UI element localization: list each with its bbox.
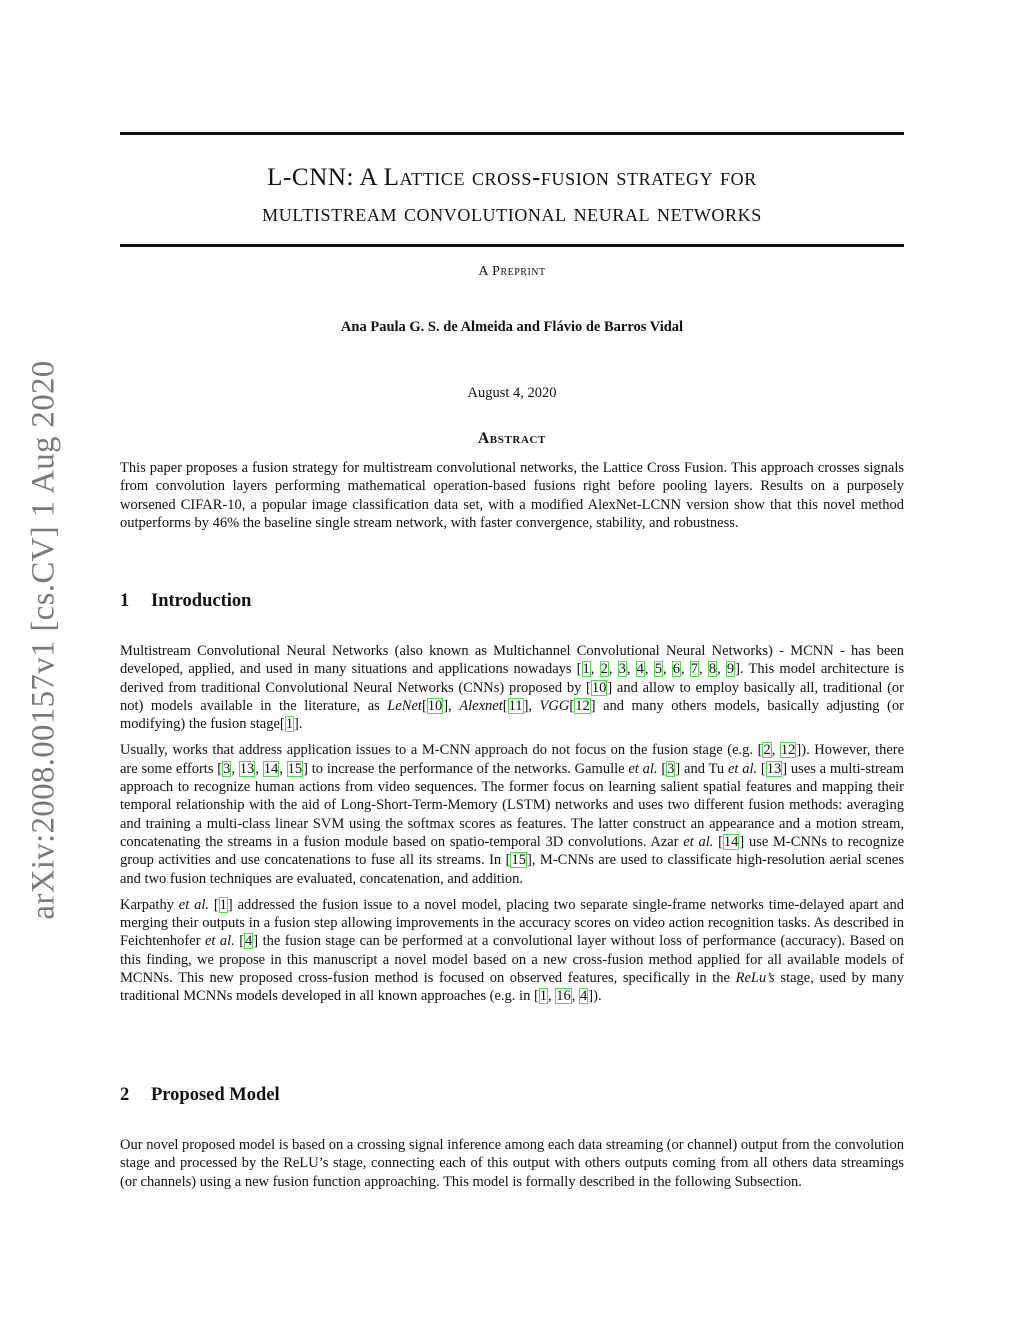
title-rule-top <box>120 132 904 135</box>
section-title: Proposed Model <box>151 1085 280 1105</box>
citation-link[interactable]: 7 <box>690 661 699 678</box>
citation-link[interactable]: 4 <box>245 933 253 950</box>
text-run: stage, used by many traditional MCNNs models developed in all known approaches (e.g. in [ <box>120 970 904 1005</box>
citation-link[interactable]: 1 <box>539 988 548 1005</box>
text-run: Multistream Convolutional Neural Networks (also known as Multichannel Convolutional Neural Networks) - MCNN - has been developed, applied, and used in many situations and applications nowadays [ <box>120 643 904 678</box>
text-run: and Tu <box>680 760 728 777</box>
citation-link[interactable]: 13 <box>239 760 255 777</box>
title-line-1: L-CNN: A Lattice cross-fusion strategy for <box>267 164 757 191</box>
authors: Ana Paula G. S. de Almeida and Flávio de Barros Vidal <box>340 319 684 335</box>
citation-link[interactable]: 2 <box>600 661 608 678</box>
citation-link[interactable]: 4 <box>636 661 644 678</box>
text-run: Karpathy <box>120 896 179 913</box>
citation-link[interactable]: 15 <box>287 760 303 777</box>
et-al: et al. <box>683 833 714 850</box>
abstract-body <box>120 459 904 540</box>
arxiv-sidebar-stamp: arXiv:2008.00157v1 [cs.CV] 1 Aug 2020 <box>25 360 62 920</box>
relus-term: ReLu’s <box>735 970 775 987</box>
section-heading-introduction <box>120 591 904 612</box>
section-number: 1 <box>120 591 130 611</box>
text-run: the fusion stage can be performed at a convolutional layer without loss of performance (accuracy). Based on this finding, we propose in this manuscript a novel model based on a new cross-fusion method applied for all available models of MCNNs. This new proposed cross-fusion method is focused on observed features, specifically in the <box>120 933 904 987</box>
title-line-2: multistream convolutional neural networks <box>262 200 762 227</box>
proposed-model-body <box>120 1136 904 1199</box>
citation-link[interactable]: 12 <box>780 742 796 759</box>
section-title: Introduction <box>151 591 252 611</box>
et-al: et al. <box>727 760 758 777</box>
abstract-paragraph: This paper proposes a fusion strategy for multistream convolutional networks, the Lattice Cross Fusion. This approach crosses signals from convolution layers performing mathematical operation-based fusions right before pooling layers. Results on a purposely worsened CIFAR-10, a popular image classification data set, with a modified AlexNet-LCNN version show that this novel method outperforms by 46% the baseline single stream network, with faster convergence, stability, and robustness. <box>120 460 904 531</box>
citation-link[interactable]: 9 <box>726 661 735 678</box>
section-number: 2 <box>120 1085 130 1105</box>
model-name-lenet: LeNet <box>387 697 422 714</box>
intro-paragraph-3: Karpathy et al. [1] addressed the fusion issue to a novel model, placing two separate single-frame networks time-delayed apart and merging their outputs in a fusion step allowing improvements in the accuracy scores on video action recognition tasks. As described in Feichtenhofer et al. [4] the fusion stage can be performed at a convolutional layer without loss of performance (accuracy). Based on this finding, we propose in this manuscript a novel model based on a new cross-fusion method applied for all available models of MCNNs. This new proposed cross-fusion method is focused on observed features, specifically in the ReLu’s stage, used by many traditional MCNNs models developed in all known approaches (e.g. in [1, 16, 4]). <box>120 896 904 1005</box>
citation-link[interactable]: 10 <box>591 679 607 696</box>
citation-link[interactable]: 3 <box>618 661 626 678</box>
text-run: ]. <box>293 716 303 733</box>
et-al: et al. <box>204 933 235 950</box>
citation-link[interactable]: 13 <box>766 760 782 777</box>
citation-link[interactable]: 1 <box>219 896 227 913</box>
et-al: et al. <box>178 896 209 913</box>
citation-link[interactable]: 10 <box>427 697 443 714</box>
citation-link[interactable]: 1 <box>582 661 590 678</box>
text-run: ] and allow to employ basically all, traditional (or not) models available in the literature, as <box>120 679 905 714</box>
model-name-alexnet: Alexnet <box>459 697 503 714</box>
text-run: ]). <box>588 988 602 1005</box>
citation-link[interactable]: 12 <box>575 697 590 714</box>
publication-date: August 4, 2020 <box>467 385 557 401</box>
citation-link[interactable]: 14 <box>263 760 279 777</box>
citation-link[interactable]: 6 <box>672 661 680 678</box>
citation-link[interactable]: 8 <box>708 661 717 678</box>
text-run: Usually, works that address application issues to a M-CNN approach do not focus on the fusion stage (e.g. [ <box>120 742 763 759</box>
paper-title <box>120 160 904 232</box>
et-al: et al. <box>628 760 658 777</box>
introduction-body <box>120 642 904 1014</box>
text-run: ]. This model architecture is derived from traditional Convolutional Neural Networks (CNNs) proposed by [ <box>120 661 905 696</box>
citation-link[interactable]: 4 <box>580 988 588 1005</box>
text-run: ] to increase the performance of the networks. Gamulle <box>303 760 629 777</box>
text-run: and many others models, basically adjusting (or modifying) the fusion stage[ <box>120 697 904 733</box>
title-rule-bottom <box>120 244 904 247</box>
intro-paragraph-2: Usually, works that address application issues to a M-CNN approach do not focus on the fusion stage (e.g. [2, 12]). However, there are some efforts [3, 13, 14, 15] to increase the performance of the networks. Gamulle et al. [3] and Tu et al. [13] uses a multi-stream approach to recognize human actions from video sequences. The former focus on learning salient spatial features and mapping their temporal relationship with the aid of Long-Short-Term-Memory (LSTM) networks and uses two different fusion methods: averaging and training a multi-class linear SVM using the softmax scores as features. The latter construct an appearance and a motion stream, concatenating the streams in a fusion module based on spatio-temporal 3D convolutions. Azar et al. [14] use M-CNNs to recognize group activities and use concatenations to fuse all its streams. In [15], M-CNNs are used to classificate high-resolution aerial scenes and two fusion techniques are evaluated, concatenation, and addition. <box>120 742 905 887</box>
citation-link[interactable]: 15 <box>511 852 526 869</box>
citation-link[interactable]: 11 <box>508 697 523 714</box>
text-run: uses a multi-stream approach to recognize human actions from video sequences. The former focus on learning salient spatial features and mapping their temporal relationship with the aid of Long-Short-Term-Memory (LSTM) networks and uses two different fusion methods: averaging and training a multi-class linear SVM using the softmax scores as features. The latter construct an appearance and a motion stream, concatenating the streams in a fusion module based on spatio-temporal 3D convolutions. Azar <box>120 760 904 850</box>
text-run: use M-CNNs to recognize group activities and use concatenations to fuse all its streams. In [ <box>120 833 904 869</box>
text-run: addressed the fusion issue to a novel model, placing two separate single-frame networks time-delayed apart and merging their outputs in a fusion step allowing improvements in the accuracy scores on video action recognition tasks. As described in Feichtenhofer <box>120 896 904 950</box>
citation-link[interactable]: 1 <box>285 716 293 733</box>
text-run: ]). However, there are some efforts [ <box>120 742 905 777</box>
citation-link[interactable]: 3 <box>667 760 675 777</box>
proposed-model-paragraph-1: Our novel proposed model is based on a crossing signal inference among each data streaming (or channel) output from the convolution stage and processed by the ReLU’s stage, connecting each of this output with others outputs coming from all others data streamings (or channels) using a new fusion function approaching. This model is formally described in the following Subsection. <box>120 1137 904 1190</box>
section-heading-proposed-model <box>120 1085 904 1106</box>
abstract-heading: Abstract <box>478 430 546 447</box>
model-name-vgg: VGG <box>539 697 570 714</box>
citation-link[interactable]: 16 <box>556 988 571 1005</box>
preprint-label: A Preprint <box>478 264 546 279</box>
citation-link[interactable]: 5 <box>654 661 662 678</box>
text-run: ], M-CNNs are used to classificate high-resolution aerial scenes and two fusion techniques are evaluated, concatenation, and addition. <box>120 852 904 887</box>
citation-link[interactable]: 3 <box>223 760 231 777</box>
intro-paragraph-1: Multistream Convolutional Neural Networks (also known as Multichannel Convolutional Neural Networks) - MCNN - has been developed, applied, and used in many situations and applications nowadays [1, 2, 3, 4, 5, 6, 7, 8, 9]. This model architecture is derived from traditional Convolutional Neural Networks (CNNs) proposed by [10] and allow to employ basically all, traditional (or not) models available in the literature, as LeNet[10], Alexnet[11], VGG[12] and many others models, basically adjusting (or modifying) the fusion stage[1]. <box>120 643 905 733</box>
citation-link[interactable]: 2 <box>763 742 771 759</box>
citation-link[interactable]: 14 <box>723 833 739 850</box>
